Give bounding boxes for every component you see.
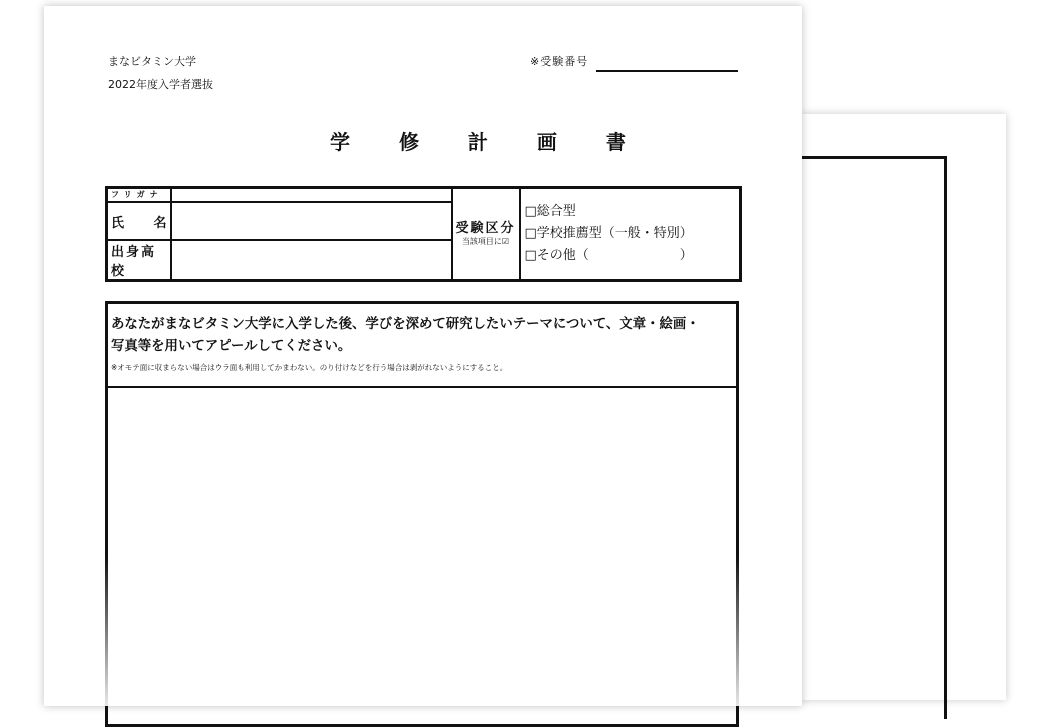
page-title: 学 修 計 画 書 bbox=[330, 130, 647, 154]
category-options bbox=[520, 188, 741, 281]
selection-year: 2022年度入学者選抜 bbox=[108, 78, 213, 91]
prompt-line-2: 写真等を用いてアピールしてください。 bbox=[111, 339, 352, 354]
essay-prompt bbox=[108, 304, 736, 388]
category-cell bbox=[452, 188, 520, 281]
furigana-label: フリガナ bbox=[107, 188, 171, 203]
furigana-field[interactable] bbox=[171, 188, 452, 203]
option-suisen[interactable]: □学校推薦型（一般・特別） bbox=[524, 226, 693, 241]
exam-number-label: ※受験番号 bbox=[530, 55, 589, 68]
applicant-info-table bbox=[105, 186, 742, 282]
back-page-frame bbox=[802, 156, 947, 719]
back-page bbox=[802, 114, 1006, 700]
category-label: 受験区分 bbox=[455, 221, 516, 237]
essay-box bbox=[105, 301, 739, 727]
university-name: まなビタミン大学 bbox=[108, 55, 196, 68]
front-page bbox=[44, 6, 802, 706]
name-label-part2: 名 bbox=[153, 215, 167, 231]
name-field[interactable] bbox=[171, 202, 452, 240]
prompt-note: ※オモテ面に収まらない場合はウラ面も利用してかまわない。のり付けなどを行う場合は剥がれないようにすること。 bbox=[111, 363, 508, 372]
prompt-line-1: あなたがまなビタミン大学に入学した後、学びを深めて研究したいテーマについて、文章・絵画・ bbox=[111, 317, 700, 332]
essay-answer-area[interactable] bbox=[108, 388, 736, 708]
school-field[interactable] bbox=[171, 240, 452, 281]
option-sogo[interactable]: □総合型 bbox=[524, 204, 576, 219]
category-sublabel: 当該項目に☑ bbox=[461, 237, 510, 246]
name-label-part1: 氏 bbox=[111, 215, 125, 231]
option-other[interactable]: □その他（ ） bbox=[524, 248, 693, 263]
exam-number-field[interactable] bbox=[596, 70, 738, 72]
name-label bbox=[107, 202, 171, 240]
school-label: 出身高校 bbox=[107, 240, 171, 281]
